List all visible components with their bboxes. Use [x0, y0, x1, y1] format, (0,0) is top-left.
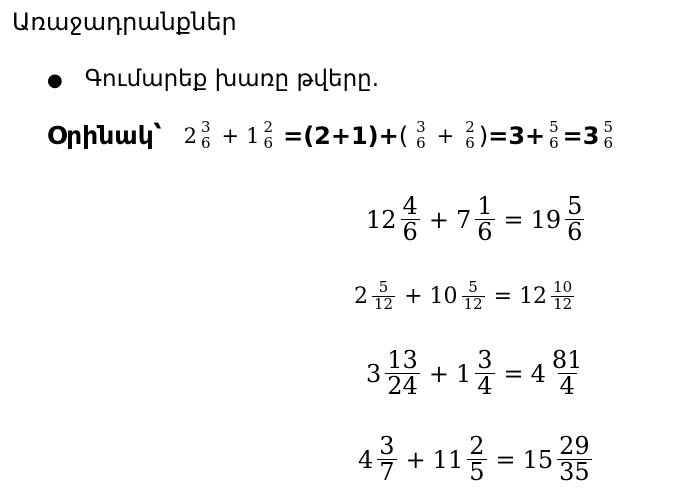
fraction [377, 434, 396, 485]
denominator: 6 [477, 218, 493, 247]
denominator: 6 [402, 218, 418, 247]
denominator: 6 [263, 133, 274, 152]
example-expression [184, 120, 617, 152]
numerator: 2 [469, 432, 485, 460]
numerator: 29 [559, 432, 590, 460]
denominator: 6 [603, 133, 614, 152]
denominator: 35 [559, 458, 590, 487]
whole-number: 12 [366, 205, 397, 234]
whole-number: 12 [519, 283, 548, 309]
denominator: 24 [387, 372, 418, 401]
fraction [475, 194, 494, 245]
whole-number: 15 [522, 445, 554, 474]
left-paren: ( [398, 121, 409, 150]
fraction [401, 194, 420, 245]
plus-sign: + [428, 359, 449, 388]
numerator: 5 [549, 118, 559, 136]
denominator: 7 [379, 458, 395, 487]
numerator: 4 [402, 192, 418, 220]
fraction [467, 434, 486, 485]
numerator: 3 [379, 432, 395, 460]
numerator: 3 [201, 118, 211, 136]
denominator: 6 [416, 133, 426, 152]
fraction [199, 120, 213, 152]
bullet-icon: ● [47, 69, 63, 91]
numerator: 3 [477, 346, 493, 374]
plus-sign: + [436, 123, 455, 148]
fraction [551, 280, 574, 313]
numerator: 10 [553, 278, 573, 296]
fraction [547, 120, 561, 152]
fraction [601, 120, 615, 152]
example-row [47, 120, 617, 152]
whole-number: 1 [246, 123, 260, 148]
numerator: 2 [465, 118, 475, 136]
equation-row [358, 434, 594, 485]
whole-number: 10 [429, 283, 458, 309]
denominator: 4 [477, 372, 493, 401]
numerator: 3 [416, 118, 426, 136]
task-text: Գումարեք խառը թվերը. [84, 66, 380, 92]
fraction [463, 120, 477, 152]
equals-sign: = [503, 359, 524, 388]
numerator: 13 [387, 346, 418, 374]
denominator: 4 [559, 372, 575, 401]
plus-sign: + [221, 123, 240, 148]
numerator: 5 [567, 192, 583, 220]
task-item [47, 66, 379, 92]
plus-sign: + [405, 445, 426, 474]
equation-row [354, 280, 576, 313]
denominator: 6 [201, 133, 211, 152]
whole-number: 7 [455, 205, 472, 234]
whole-number: 19 [530, 205, 562, 234]
whole-number: 1 [455, 359, 472, 388]
whole-number: 2 [183, 123, 197, 148]
equals-sign: = [503, 205, 524, 234]
numerator: 1 [477, 192, 493, 220]
equation-row [366, 194, 586, 245]
numerator: 81 [551, 346, 583, 374]
fraction [557, 434, 592, 485]
fraction [385, 348, 420, 399]
whole-number: 4 [530, 359, 546, 388]
fraction [414, 120, 428, 152]
equals-sign: = [495, 445, 516, 474]
numerator: 5 [468, 278, 478, 296]
plus-sign: + [428, 205, 449, 234]
fraction [462, 280, 485, 313]
denominator: 6 [549, 133, 559, 152]
page-title: Առաջադրանքներ [12, 8, 237, 36]
right-paren: ) [478, 121, 489, 150]
result-step: =3+ [488, 121, 546, 150]
whole-number: 4 [358, 445, 374, 474]
group-expression: =(2+1)+ [283, 121, 399, 150]
plus-sign: + [404, 283, 423, 309]
whole-number: 11 [432, 445, 464, 474]
fraction [550, 348, 585, 399]
denominator: 12 [553, 294, 573, 313]
result-final: =3 [562, 121, 600, 150]
fraction [262, 120, 276, 152]
fraction [475, 348, 494, 399]
numerator: 5 [603, 118, 614, 136]
fraction [372, 280, 395, 313]
whole-number: 3 [366, 359, 382, 388]
denominator: 12 [463, 294, 483, 313]
equals-sign: = [493, 283, 513, 309]
fraction [565, 194, 584, 245]
numerator: 2 [263, 118, 274, 136]
whole-number: 2 [354, 283, 368, 309]
denominator: 12 [374, 294, 394, 313]
denominator: 6 [465, 133, 475, 152]
denominator: 5 [469, 458, 485, 487]
numerator: 5 [378, 278, 389, 296]
denominator: 6 [567, 218, 583, 247]
equation-row [366, 348, 586, 399]
example-label: Օրինակ՝ [47, 121, 162, 151]
